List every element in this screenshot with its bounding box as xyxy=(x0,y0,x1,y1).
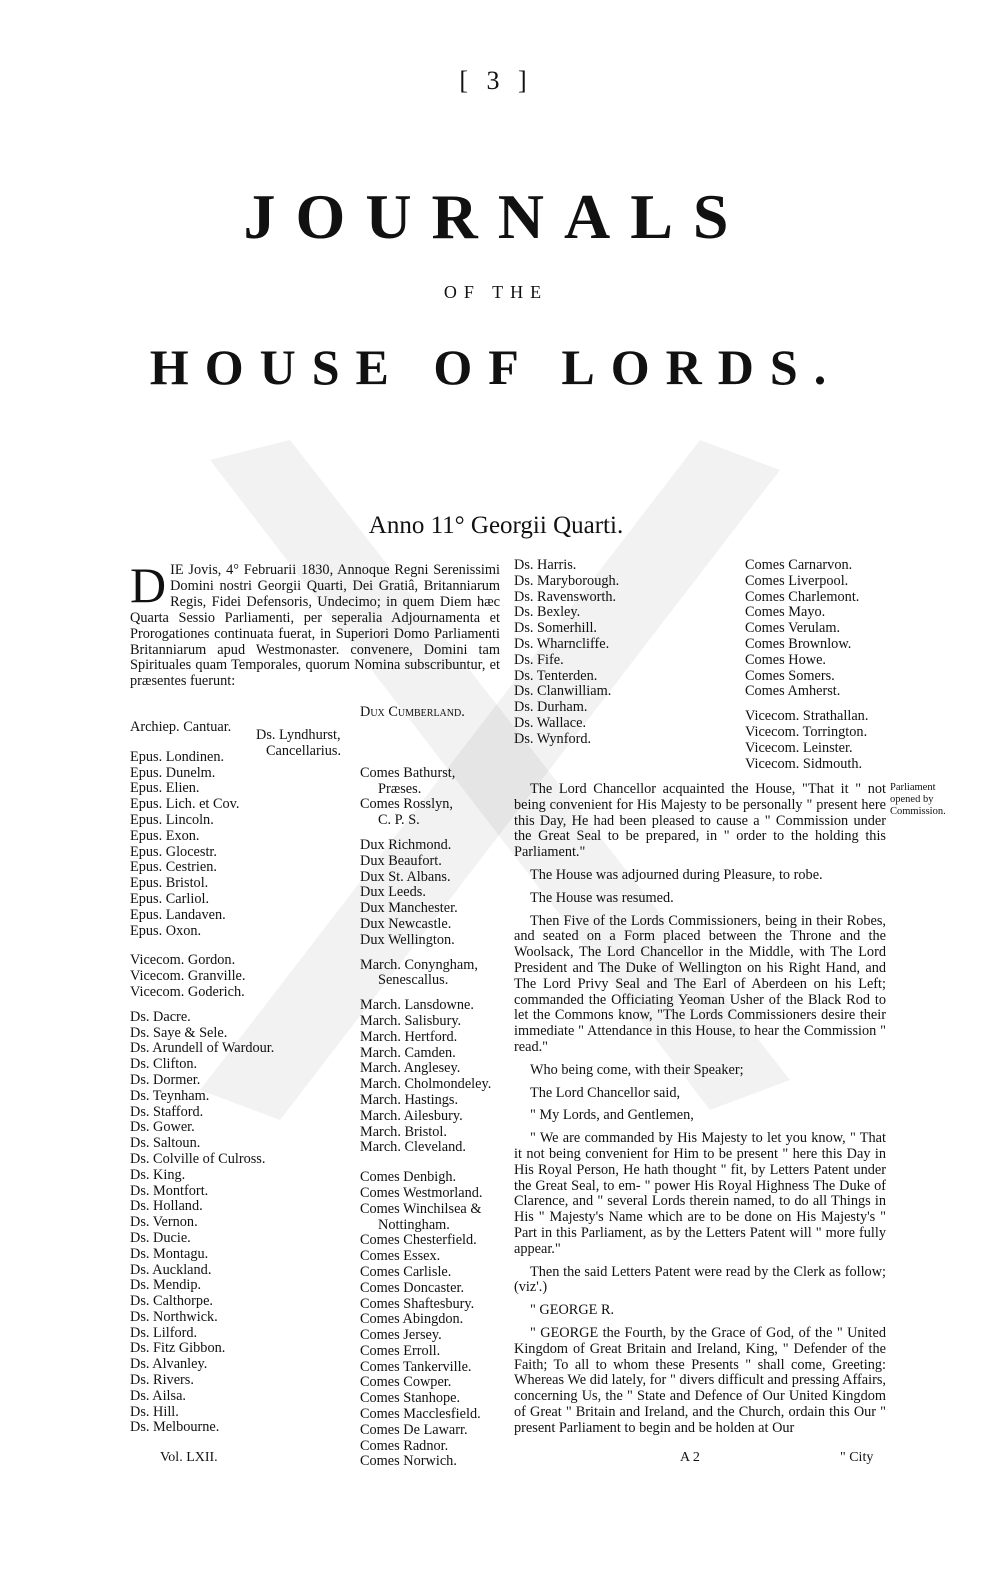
peer-entry: Ds. Auckland. xyxy=(130,1261,212,1278)
peer-entry: Ds. Maryborough. xyxy=(514,572,620,589)
peer-entry: Ds. Holland. xyxy=(130,1198,203,1215)
peer-entry: March. Camden. xyxy=(360,1044,456,1061)
peer-entry: Dux Manchester. xyxy=(360,900,458,917)
peer-entry: Ds. Wynford. xyxy=(514,730,592,747)
peer-entry: Epus. Landaven. xyxy=(130,906,226,923)
conyngham-line: March. Conyngham, xyxy=(360,956,478,973)
body-paragraph: " GEORGE R. xyxy=(530,1302,615,1319)
body-paragraph: The House was resumed. xyxy=(530,889,674,906)
peer-entry: Ds. Dacre. xyxy=(130,1008,191,1025)
peer-entry: Comes Denbigh. xyxy=(360,1169,457,1186)
session-heading: Anno 11° Georgii Quarti. xyxy=(368,512,624,539)
bathurst-line: Comes Bathurst, xyxy=(360,764,456,781)
body-paragraph: Then Five of the Lords Commissioners, being in their Robes, and seated on a Form placed between the Throne and the Woolsack, The Lord Chancellor in the Middle, with The Lord President and The Duke of Wellington on his Right Hand, and The Lord Privy Seal and The Earl of Aberdeen on his Left; commanded the Officiating Yeoman Usher of the Black Rod to let the Commons know, "The Lords Commissioners desire their immediate " Attendance in this House, to hear the Commission " read." xyxy=(514,912,886,1055)
peer-entry: Ds. Lilford. xyxy=(130,1324,198,1341)
peer-entry: Epus. Bristol. xyxy=(130,875,209,892)
peer-entry: Comes Carnarvon. xyxy=(745,557,853,573)
peer-entry: Comes Shaftesbury. xyxy=(360,1295,475,1312)
peer-entry: March. Hertford. xyxy=(360,1028,458,1045)
peer-entry: Comes Stanhope. xyxy=(360,1390,461,1407)
peer-entry: Dux Richmond. xyxy=(360,836,452,853)
peer-entry: Comes Winchilsea & xyxy=(360,1200,482,1217)
peer-entry: Comes Carlisle. xyxy=(360,1263,452,1280)
peer-entry: Comes De Lawarr. xyxy=(360,1421,468,1438)
chancellor-entry xyxy=(256,728,341,760)
peer-entry: Vicecom. Sidmouth. xyxy=(745,755,863,772)
intro-text: IE Jovis, 4° Februarii 1830, Annoque Regni Serenissimi Domini nostri Georgii Quarti, Dei Gratiâ, Britanniarum Regis, Fidei Defensoris, Undecimo; in quem Diem hæc Quarta Sessio Parliamenti, per seperalia Adjournamenta et Prorogationes continuata fuerat, in Superiori Domo Parliamenti Britanniarum apud Westmonaster. convenere, Domini tam Spirituales quam Temporales, quorum Nomina subscribuntur, et præsentes fuerunt: xyxy=(130,562,500,690)
peer-entry: Comes Radnor. xyxy=(360,1437,449,1454)
peer-entry: Comes Essex. xyxy=(360,1248,441,1265)
dux-cumberland: Dux Cumberland. xyxy=(360,704,465,720)
peer-entry: March. Anglesey. xyxy=(360,1060,461,1077)
rosslyn-line: Comes Rosslyn, xyxy=(360,796,453,813)
peer-entry: Ds. Mendip. xyxy=(130,1277,202,1294)
peer-entry: Vicecom. Leinster. xyxy=(745,739,853,756)
title-journals: JOURNALS xyxy=(243,181,749,252)
peer-entry: Comes Abingdon. xyxy=(360,1311,464,1328)
peer-entry: Comes Verulam. xyxy=(745,620,841,637)
peer-entry: Epus. Carliol. xyxy=(130,890,210,907)
peer-entry: Ds. Saltoun. xyxy=(130,1135,201,1152)
cps-line: C. P. S. xyxy=(378,812,420,829)
vicecom-list-2 xyxy=(745,709,868,772)
peer-entry: March. Cholmondeley. xyxy=(360,1076,492,1093)
page-number: [ 3 ] xyxy=(459,66,533,95)
peer-entry: Ds. Durham. xyxy=(514,699,588,716)
volume-number: Vol. LXII. xyxy=(160,1450,218,1465)
body-paragraph: The House was adjourned during Pleasure, to robe. xyxy=(530,866,823,883)
intro-paragraph xyxy=(130,557,500,690)
peer-entry: Ds. Vernon. xyxy=(130,1214,198,1231)
peer-entry: Comes Macclesfield. xyxy=(360,1406,481,1423)
peer-entry: Epus. Glocestr. xyxy=(130,843,217,860)
peer-entry: Ds. Melbourne. xyxy=(130,1419,220,1436)
peer-entry: Epus. Cestrien. xyxy=(130,859,217,876)
peer-entry: Dux Beaufort. xyxy=(360,852,442,869)
peer-entry: Comes Cowper. xyxy=(360,1374,452,1391)
peer-entry: Ds. Fitz Gibbon. xyxy=(130,1340,226,1357)
ds-list xyxy=(130,1010,274,1437)
column-4 xyxy=(745,558,868,772)
peer-entry: March. Lansdowne. xyxy=(360,997,474,1014)
catchword: " City xyxy=(840,1450,874,1465)
peer-entry: Comes Westmorland. xyxy=(360,1184,483,1201)
peer-entry: Comes Norwich. xyxy=(360,1453,457,1470)
peer-entry: Ds. Arundell of Wardour. xyxy=(130,1040,275,1057)
peer-entry: Comes Howe. xyxy=(745,651,827,668)
peer-entry: Ds. Bexley. xyxy=(514,604,581,621)
peer-entry: Ds. Somerhill. xyxy=(514,620,598,637)
margin-note: Parliament opened by Commission. xyxy=(890,782,946,817)
body-paragraph: " GEORGE the Fourth, by the Grace of God, of the " United Kingdom of Great Britain and Ireland, King, " Defender of the Faith; To all to whom these Presents " shall come, Greeting: Whereas We did lately, for " divers difficult and pressing Affairs, concerning Us, the " State and Defence of Our United Kingdom of Great " Britain and Ireland, and the Church, ordain this Our " present Parliament to begin and be holden at Our xyxy=(514,1324,886,1436)
signature-mark: A 2 xyxy=(680,1450,700,1465)
peer-entry: Epus. Exon. xyxy=(130,827,200,844)
peer-entry: Ds. Clifton. xyxy=(130,1056,198,1073)
column-2 xyxy=(360,705,491,1470)
epus-list xyxy=(130,750,274,940)
peer-entry: Ds. Wallace. xyxy=(514,714,587,731)
peer-entry: Comes Tankerville. xyxy=(360,1358,472,1375)
peer-entry: Comes Brownlow. xyxy=(745,635,852,652)
peer-entry: Comes Doncaster. xyxy=(360,1279,465,1296)
column-3 xyxy=(514,558,619,748)
peer-entry: March. Cleveland. xyxy=(360,1139,466,1156)
peer-entry: Vicecom. Goderich. xyxy=(130,983,245,1000)
peer-entry: Ds. Dormer. xyxy=(130,1071,201,1088)
drop-cap: D xyxy=(130,557,167,613)
peer-entry: Ds. Rivers. xyxy=(130,1372,194,1389)
peer-entry: Epus. Lincoln. xyxy=(130,811,214,828)
peer-entry: Ds. King. xyxy=(130,1166,186,1183)
peer-entry: Ds. Montfort. xyxy=(130,1182,209,1199)
peer-entry: Vicecom. Strathallan. xyxy=(745,708,869,725)
body-paragraph: Who being come, with their Speaker; xyxy=(530,1061,744,1078)
peer-entry: Ds. Calthorpe. xyxy=(130,1293,213,1310)
peer-entry: Epus. Oxon. xyxy=(130,922,202,939)
peer-entry: Ds. Alvanley. xyxy=(130,1356,208,1373)
peer-entry: Ds. Ravensworth. xyxy=(514,588,617,605)
peer-entry: Ds. Hill. xyxy=(130,1403,179,1420)
nottingham-line: Nottingham. xyxy=(378,1216,450,1233)
senescallus-line: Senescallus. xyxy=(378,972,449,989)
peer-entry: Vicecom. Gordon. xyxy=(130,952,236,969)
cancellarius-line: Cancellarius. xyxy=(266,742,342,759)
peer-entry: Vicecom. Granville. xyxy=(130,968,246,985)
peer-entry: Ds. Stafford. xyxy=(130,1103,204,1120)
vicecom-list xyxy=(130,953,274,1000)
peer-entry: Ds. Harris. xyxy=(514,557,577,573)
peer-entry: Comes Erroll. xyxy=(360,1342,441,1359)
peer-entry: March. Salisbury. xyxy=(360,1012,462,1029)
peer-entry: Comes Charlemont. xyxy=(745,588,860,605)
peer-entry: Ds. Tenterden. xyxy=(514,667,598,684)
comes-list-a xyxy=(360,1170,491,1217)
peer-entry: Dux Leeds. xyxy=(360,884,426,901)
peer-entry: Comes Chesterfield. xyxy=(360,1232,477,1249)
peer-entry: Vicecom. Torrington. xyxy=(745,723,868,740)
peer-entry: Epus. Londinen. xyxy=(130,748,225,765)
march-list xyxy=(360,998,491,1156)
peer-entry: Dux Wellington. xyxy=(360,931,455,948)
peer-entry: Ds. Ailsa. xyxy=(130,1387,187,1404)
peer-entry: Ds. Gower. xyxy=(130,1119,195,1136)
peer-entry: March. Hastings. xyxy=(360,1091,459,1108)
archiep-line: Archiep. Cantuar. xyxy=(130,719,232,735)
ds-list-2 xyxy=(514,558,619,748)
peer-entry: Ds. Clanwilliam. xyxy=(514,683,612,700)
peer-entry: Comes Amherst. xyxy=(745,683,841,700)
lyndhurst-line: Ds. Lyndhurst, xyxy=(256,727,341,743)
body-paragraph: The Lord Chancellor acquainted the House, "That it " not being convenient for His Majesty to be personally " present here this Day, He had been pleased to cause a " Commission under the Great Seal to be prepared, in " order to the holding this Parliament." xyxy=(514,781,886,861)
peer-entry: Comes Liverpool. xyxy=(745,572,849,589)
peer-entry: Ds. Ducie. xyxy=(130,1229,191,1246)
peer-entry: Epus. Dunelm. xyxy=(130,764,216,781)
peer-entry: Ds. Montagu. xyxy=(130,1245,209,1262)
dux-list xyxy=(360,838,491,949)
peer-entry: Ds. Saye & Sele. xyxy=(130,1024,228,1041)
peer-entry: Epus. Elien. xyxy=(130,780,200,797)
body-paragraph: The Lord Chancellor said, xyxy=(530,1084,681,1101)
body-paragraph: " My Lords, and Gentlemen, xyxy=(530,1107,694,1124)
peer-entry: Ds. Colville of Culross. xyxy=(130,1150,266,1167)
peer-entry: Ds. Northwick. xyxy=(130,1308,218,1325)
title-house-of-lords: HOUSE OF LORDS. xyxy=(149,339,843,395)
peer-entry: Comes Mayo. xyxy=(745,604,826,621)
peer-entry: Dux Newcastle. xyxy=(360,915,452,932)
praeses-line: Præses. xyxy=(378,780,422,797)
comes-list-b xyxy=(360,1233,491,1470)
peer-entry: Ds. Fife. xyxy=(514,651,564,668)
peer-entry: Comes Somers. xyxy=(745,667,835,684)
peer-entry: March. Ailesbury. xyxy=(360,1107,463,1124)
title-of-the: OF THE xyxy=(443,282,549,302)
peer-entry: Epus. Lich. et Cov. xyxy=(130,796,240,813)
column-1 xyxy=(130,720,274,1436)
proceedings-text xyxy=(514,782,886,1443)
peer-entry: Ds. Teynham. xyxy=(130,1087,210,1104)
peer-entry: Ds. Wharncliffe. xyxy=(514,635,610,652)
body-paragraph: " We are commanded by His Majesty to let you know, " That it not being convenient for Him to be present " here this Day in His Royal Person, He hath thought " fit, by Letters Patent under the Great Seal, to em- " power His Royal Highness The Duke of Clarence, and " several Lords therein named, to do all Things in His " Majesty's Name which are to be done on His Majesty's " Part in this Parliament, as by the Letters Patent will " more fully appear." xyxy=(514,1130,886,1257)
body-paragraph: Then the said Letters Patent were read by the Clerk as follow; (viz'.) xyxy=(514,1263,886,1296)
peer-entry: Dux St. Albans. xyxy=(360,868,451,885)
peer-entry: Comes Jersey. xyxy=(360,1327,442,1344)
peer-entry: March. Bristol. xyxy=(360,1123,447,1140)
comes-list-c xyxy=(745,558,868,700)
